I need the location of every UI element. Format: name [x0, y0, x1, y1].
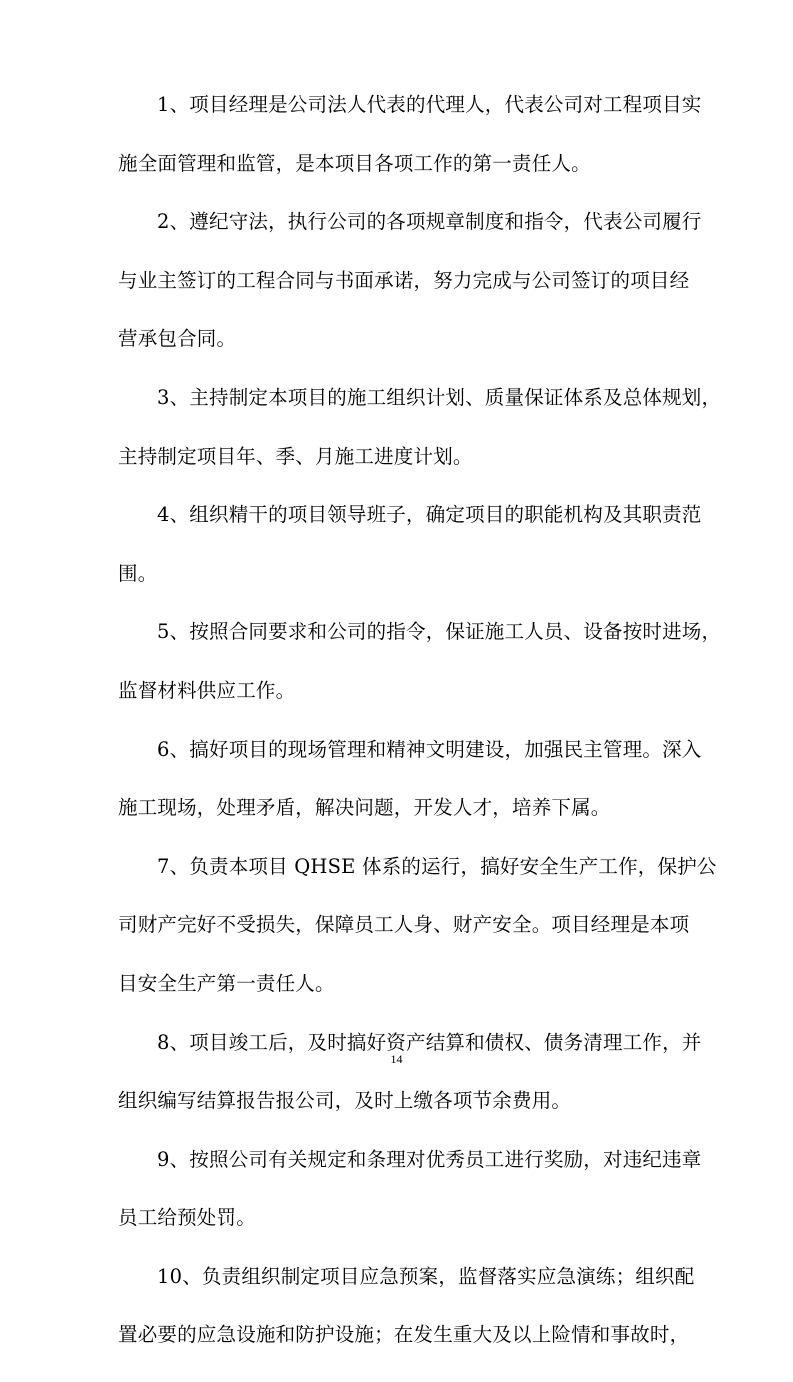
text-line: 4、组织精干的项目领导班子，确定项目的职能机构及其职责范: [157, 503, 702, 527]
text-line: 2、遵纪守法，执行公司的各项规章制度和指令，代表公司履行: [157, 210, 702, 234]
text-line: 9、按照公司有关规定和条理对优秀员工进行奖励，对违纪违章: [157, 1147, 702, 1171]
text-line: 目安全生产第一责任人。: [118, 971, 335, 995]
text-line: 10、负责组织制定项目应急预案，监督落实应急演练；组织配: [157, 1264, 695, 1288]
text-line: 置必要的应急设施和防护设施；在发生重大及以上险情和事故时，: [118, 1323, 690, 1347]
text-line: 司财产完好不受损失，保障员工人身、财产安全。项目经理是本项: [118, 913, 690, 937]
text-line: 6、搞好项目的现场管理和精神文明建设，加强民主管理。深入: [157, 737, 702, 761]
text-line: 1、项目经理是公司法人代表的代理人，代表公司对工程项目实: [157, 93, 702, 116]
text-line: 与业主签订的工程合同与书面承诺，努力完成与公司签订的项目经: [118, 268, 690, 292]
text-line: 围。: [118, 561, 158, 585]
text-line: 施全面管理和监管，是本项目各项工作的第一责任人。: [118, 151, 591, 175]
text-line: 主持制定项目年、季、月施工进度计划。: [118, 444, 473, 468]
body-text: [118, 93, 722, 1382]
text-line: 7、负责本项目 QHSE 体系的运行，搞好安全生产工作，保护公: [157, 854, 717, 878]
text-line: 8、项目竣工后，及时搞好资产结算和债权、债务清理工作，并: [157, 1030, 702, 1054]
text-line: 监督材料供应工作。: [118, 678, 296, 702]
text-line: 组织编写结算报告报公司，及时上缴各项节余费用。: [118, 1089, 572, 1113]
page-number: 14: [390, 1052, 403, 1066]
text-line: 3、主持制定本项目的施工组织计划、质量保证体系及总体规划，: [157, 385, 722, 409]
text-line: 员工给预处罚。: [118, 1206, 256, 1230]
text-line: 5、按照合同要求和公司的指令，保证施工人员、设备按时进场，: [157, 620, 722, 644]
text-line: 施工现场，处理矛盾，解决问题，开发人才，培养下属。: [118, 796, 611, 820]
text-line: 营承包合同。: [118, 327, 237, 351]
